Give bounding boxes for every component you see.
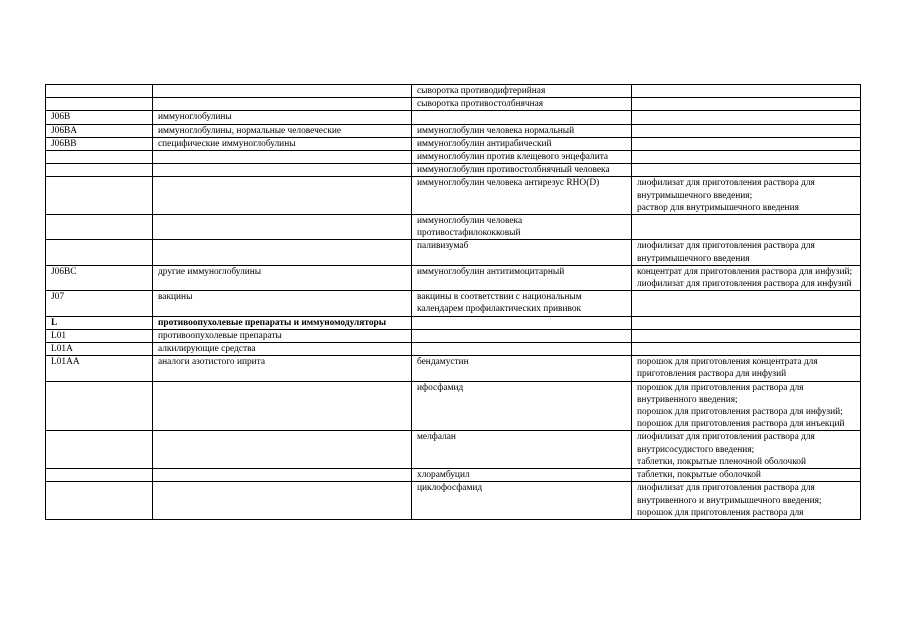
table-row xyxy=(46,111,861,124)
atc-code-cell xyxy=(46,215,153,240)
atc-group-cell: иммуноглобулины, нормальные человеческие xyxy=(153,124,412,137)
table-row xyxy=(46,316,861,329)
dosage-form: порошок для приготовления раствора для инъекций xyxy=(637,419,845,430)
drug-name-cell: мелфалан xyxy=(412,431,632,469)
atc-group-cell: противоопухолевые препараты xyxy=(153,329,412,342)
dosage-forms-cell xyxy=(632,469,861,482)
atc-code-cell xyxy=(46,431,153,469)
table-row xyxy=(46,482,861,520)
drug-name-cell: иммуноглобулин человека антирезус RHO(D) xyxy=(412,177,632,215)
atc-group-cell: противоопухолевые препараты и иммуномодуляторы xyxy=(153,316,412,329)
dosage-forms-cell xyxy=(632,85,861,98)
atc-code-cell: J07 xyxy=(46,291,153,316)
atc-group-cell xyxy=(153,431,412,469)
atc-group-cell xyxy=(153,164,412,177)
dosage-form: порошок для приготовления раствора для инфузий; xyxy=(637,407,843,418)
dosage-forms-cell xyxy=(632,124,861,137)
table-row xyxy=(46,265,861,290)
dosage-form: лиофилизат для приготовления раствора для внутримышечного введения; xyxy=(637,178,815,201)
atc-code-cell: J06BB xyxy=(46,137,153,150)
dosage-form: концентрат для приготовления раствора для инфузий; xyxy=(637,266,853,277)
dosage-form: порошок для приготовления раствора для внутривенного введения; xyxy=(637,382,804,405)
drug-name-cell: сыворотка противостолбнячная xyxy=(412,98,632,111)
drug-name-cell: иммуноглобулин антирабический xyxy=(412,137,632,150)
table-row xyxy=(46,137,861,150)
dosage-form: лиофилизат для приготовления раствора для внутривенного и внутримышечного введения; xyxy=(637,483,822,506)
atc-group-cell xyxy=(153,177,412,215)
atc-code-cell xyxy=(46,85,153,98)
table-row xyxy=(46,85,861,98)
drug-name-cell: вакцины в соответствии с национальным календарем профилактических прививок xyxy=(412,291,632,316)
atc-code-cell xyxy=(46,98,153,111)
dosage-form: раствор для внутримышечного введения xyxy=(637,202,799,213)
table-row xyxy=(46,469,861,482)
table-row xyxy=(46,431,861,469)
dosage-form: таблетки, покрытые пленочной оболочкой xyxy=(637,456,806,467)
dosage-forms-cell xyxy=(632,381,861,431)
drug-name-cell: иммуноглобулин человека противостафилококковый xyxy=(412,215,632,240)
atc-group-cell: специфические иммуноглобулины xyxy=(153,137,412,150)
dosage-forms-cell xyxy=(632,431,861,469)
drug-name-cell: хлорамбуцил xyxy=(412,469,632,482)
table-row xyxy=(46,151,861,164)
dosage-form: порошок для приготовления раствора для xyxy=(637,507,804,518)
dosage-forms-cell xyxy=(632,343,861,356)
table-row xyxy=(46,215,861,240)
table-row xyxy=(46,343,861,356)
drug-list-table xyxy=(45,84,861,520)
atc-group-cell xyxy=(153,85,412,98)
atc-group-cell: другие иммуноглобулины xyxy=(153,265,412,290)
dosage-form: порошок для приготовления концентрата для приготовления раствора для инфузий xyxy=(637,357,818,380)
dosage-form: таблетки, покрытые оболочкой xyxy=(637,470,761,481)
atc-group-cell xyxy=(153,151,412,164)
dosage-forms-cell xyxy=(632,356,861,381)
drug-name-cell xyxy=(412,316,632,329)
drug-name-cell: сыворотка противодифтерийная xyxy=(412,85,632,98)
table-row xyxy=(46,356,861,381)
drug-name-cell: иммуноглобулин антитимоцитарный xyxy=(412,265,632,290)
drug-name-cell xyxy=(412,343,632,356)
atc-code-cell xyxy=(46,482,153,520)
dosage-forms-cell xyxy=(632,215,861,240)
atc-group-cell: вакцины xyxy=(153,291,412,316)
atc-code-cell xyxy=(46,164,153,177)
table-row xyxy=(46,240,861,265)
table-row xyxy=(46,329,861,342)
drug-name-cell: циклофосфамид xyxy=(412,482,632,520)
drug-name-cell: иммуноглобулин против клещевого энцефалита xyxy=(412,151,632,164)
table-row xyxy=(46,98,861,111)
table-row xyxy=(46,291,861,316)
dosage-forms-cell xyxy=(632,265,861,290)
atc-code-cell xyxy=(46,469,153,482)
drug-name-cell xyxy=(412,329,632,342)
dosage-form: лиофилизат для приготовления раствора для внутримышечного введения xyxy=(637,241,815,264)
atc-group-cell xyxy=(153,240,412,265)
drug-name-cell: бендамустин xyxy=(412,356,632,381)
table-row xyxy=(46,381,861,431)
dosage-form: лиофилизат для приготовления раствора для внутрисосудистого введения; xyxy=(637,432,815,455)
dosage-forms-cell xyxy=(632,164,861,177)
atc-code-cell xyxy=(46,381,153,431)
atc-code-cell: L01 xyxy=(46,329,153,342)
dosage-forms-cell xyxy=(632,240,861,265)
atc-code-cell: J06BC xyxy=(46,265,153,290)
dosage-forms-cell xyxy=(632,482,861,520)
atc-code-cell: J06B xyxy=(46,111,153,124)
atc-code-cell: J06BA xyxy=(46,124,153,137)
drug-name-cell xyxy=(412,111,632,124)
atc-group-cell xyxy=(153,215,412,240)
dosage-forms-cell xyxy=(632,137,861,150)
dosage-forms-cell xyxy=(632,316,861,329)
drug-name-cell: паливизумаб xyxy=(412,240,632,265)
drug-name-cell: иммуноглобулин противостолбнячный человека xyxy=(412,164,632,177)
table-row xyxy=(46,124,861,137)
atc-code-cell xyxy=(46,151,153,164)
atc-group-cell xyxy=(153,381,412,431)
atc-code-cell: L01AA xyxy=(46,356,153,381)
atc-code-cell xyxy=(46,177,153,215)
dosage-forms-cell xyxy=(632,177,861,215)
dosage-form: лиофилизат для приготовления раствора для инфузий xyxy=(637,279,852,290)
dosage-forms-cell xyxy=(632,111,861,124)
dosage-forms-cell xyxy=(632,98,861,111)
atc-group-cell xyxy=(153,482,412,520)
atc-code-cell: L01A xyxy=(46,343,153,356)
drug-name-cell: ифосфамид xyxy=(412,381,632,431)
atc-group-cell xyxy=(153,469,412,482)
atc-code-cell xyxy=(46,240,153,265)
table-row xyxy=(46,164,861,177)
table-row xyxy=(46,177,861,215)
atc-group-cell: алкилирующие средства xyxy=(153,343,412,356)
dosage-forms-cell xyxy=(632,151,861,164)
atc-group-cell xyxy=(153,98,412,111)
atc-code-cell: L xyxy=(46,316,153,329)
dosage-forms-cell xyxy=(632,291,861,316)
atc-group-cell: иммуноглобулины xyxy=(153,111,412,124)
drug-name-cell: иммуноглобулин человека нормальный xyxy=(412,124,632,137)
atc-group-cell: аналоги азотистого иприта xyxy=(153,356,412,381)
dosage-forms-cell xyxy=(632,329,861,342)
